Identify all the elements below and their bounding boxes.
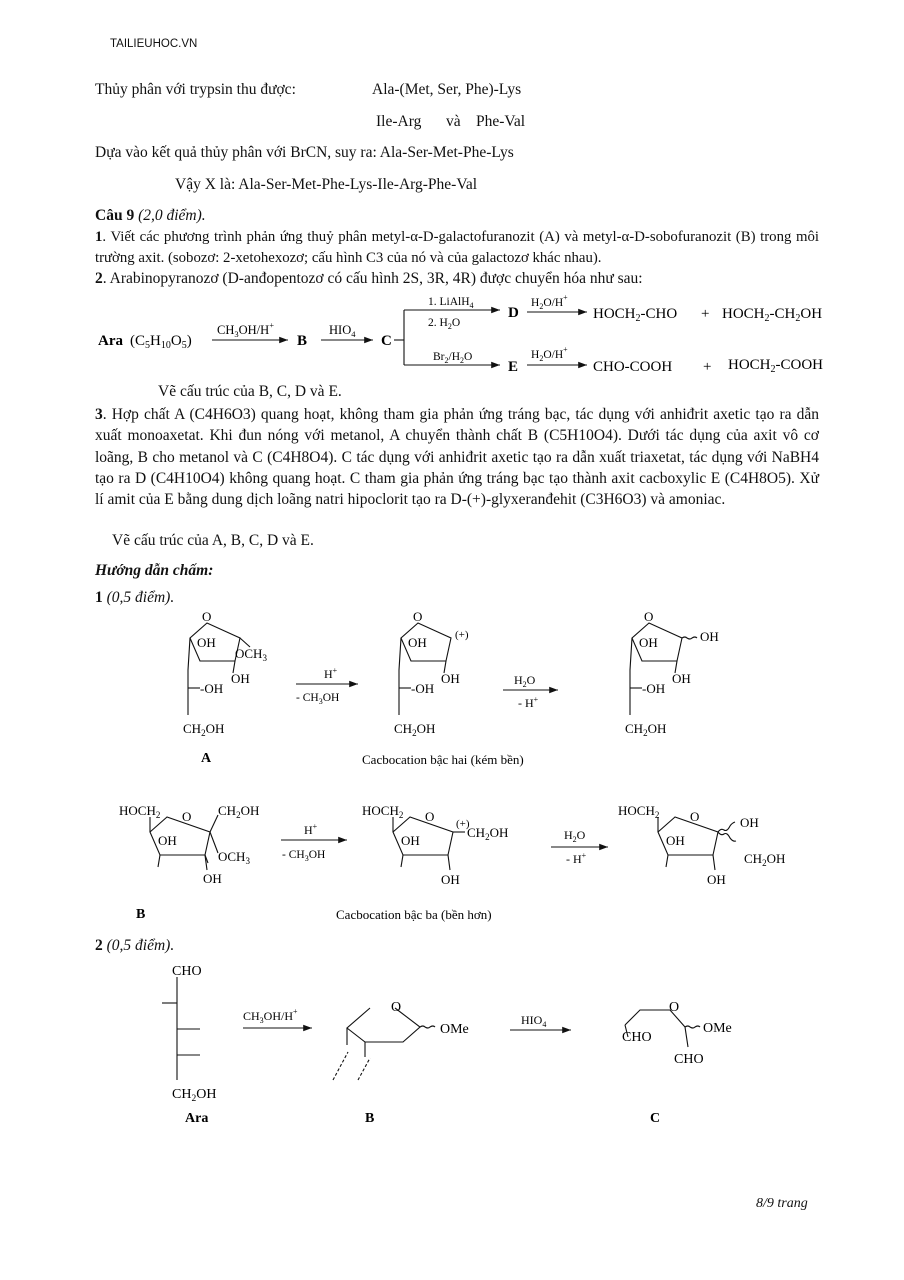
fig1-label-a: A [201,751,212,766]
question-9-points: (2,0 điểm). [138,207,206,224]
question-9-label: Câu 9 [95,207,135,224]
fig2-cho-c1: CHO [622,1030,652,1045]
svg-text:(+): (+) [455,629,469,641]
scheme-reagent-4: $H_2O/H^+$ [531,293,568,311]
svg-text:OCH3: $OCH_3$ [218,849,250,866]
scheme-plus-1: + [701,306,710,322]
guide-part1-number: 1 [95,589,103,606]
guide-part2-points: (0,5 điểm). [106,937,175,954]
svg-text:HOCH2: $HOCH_2$ [618,803,660,820]
arabinose-transformation-figure [140,955,800,1130]
svg-text:OH: OH [197,635,216,650]
svg-text:CH2OH: $CH_2OH$ [467,825,509,842]
svg-text:(+): (+) [456,818,470,830]
part2-text: . Arabinopyranozơ (D-anđopentozơ có cấu hình 2S, 3R, 4R) được chuyển hóa như sau: [102,270,643,287]
arabinose-scheme [90,290,850,382]
svg-text:-OH: -OH [642,681,666,696]
question-9-part3 [95,404,819,510]
fig2-ome-c: OMe [703,1021,732,1036]
svg-text:OH: OH [441,872,460,887]
fig2-label-ara: Ara [185,1111,209,1126]
scheme-ara: Ara [98,333,123,349]
scheme-ara-formula: $(C_5H_{10}O_5)$ [130,333,192,351]
part1-text: . Viết các phương trình phản ứng thuỷ phân metyl-α-D-galactofuranozit (A) và metyl-α-D-sobofuranozit (B) trong môi trường axit. (sobozơ: 2-xetohexozơ; cấu hình C3 của nó và của galactozơ khác nhau). [95,229,819,266]
fig1-label-b: B [136,907,146,922]
svg-text:- CH3OH: - $CH_3OH$ [282,849,326,863]
svg-text:OH: OH [401,833,420,848]
guide-title-text: Hướng dẫn chấm: [95,562,214,579]
scheme-plus-2: + [703,359,712,375]
svg-text:O: O [182,809,192,824]
fig2-reagent-2: $HIO_4$ [521,1013,547,1029]
guide-part2 [95,935,174,956]
svg-text:H2O: $H_2O$ [514,673,536,689]
scheme-d: D [508,305,519,321]
part3-number: 3 [95,406,103,423]
part2-number: 2 [95,270,103,287]
svg-text:-OH: -OH [411,681,435,696]
svg-text:-OH: -OH [200,681,224,696]
svg-text:OH: OH [707,872,726,887]
scheme-reagent-3a: 1. LiAlH$_4$ [428,296,474,310]
svg-text:H+: H+ [324,666,338,681]
hydrolysis-mechanism-figure [100,605,800,935]
guide-part2-number: 2 [95,937,103,954]
page-number: 8/9 trang [756,1196,808,1211]
guide-part1-points: (0,5 điểm). [106,589,175,606]
fig2-ch2oh: $CH_2OH$ [172,1087,217,1104]
svg-text:OH: OH [408,635,427,650]
svg-text:O: O [644,609,654,624]
brcn-line: Dựa vào kết quả thủy phân với BrCN, suy ra: Ala-Ser-Met-Phe-Lys [95,144,514,161]
svg-text:O: O [391,1000,402,1015]
fig1-cation2-caption: Cacbocation bậc hai (kém bền) [362,752,524,767]
part2-draw-instruction: Vẽ cấu trúc của B, C, D và E. [158,383,342,400]
svg-text:OH: OH [672,671,691,686]
scheme-reagent-3b: 2. $H_2O$ [428,317,461,331]
scheme-reagent-1: $CH_3OH/H^+$ [217,320,274,339]
svg-text:O: O [425,809,435,824]
svg-text:- H+: - H+ [566,851,587,866]
scheme-e: E [508,359,519,375]
question-9-title [95,205,206,226]
part3-text: . Hợp chất A (C4H6O3) quang hoạt, không tham gia phản ứng tráng bạc, tác dụng với anhiđrit axetic tạo ra dẫn xuất monoaxetat. Khi đun nóng với metanol, A chuyển thành chất B (C5H10O4). Dưới tác dụng của axit vô cơ loãng, B cho metanol và C (C4H8O4). C tác dụng với anhiđrit axetic tạo ra dẫn xuất triaxetat, tác dụng với NaBH4 tạo ra D (C4H10O4) không quang hoạt. C tham gia phản ứng tráng bạc tạo thành axit cacboxylic E (C4H8O5). Xử lí amit của E bằng dung dịch loãng natri hipoclorit tạo ra D-(+)-glyxeranđehit (C3H6O3) và amoniac. [95,406,819,509]
svg-text:OH: OH [740,815,759,830]
svg-text:HOCH2: $HOCH_2$ [362,803,404,820]
fig2-ome-b: OMe [440,1022,469,1037]
svg-text:H+: H+ [304,822,318,837]
svg-text:HOCH2: $HOCH_2$ [119,803,161,820]
part3-draw-instruction: Vẽ cấu trúc của A, B, C, D và E. [112,532,314,549]
fig2-cho: CHO [172,964,202,979]
svg-text:H2O: $H_2O$ [564,828,586,844]
svg-text:O: O [413,609,423,624]
svg-text:OH: OH [700,629,719,644]
svg-text:CH2OH: $CH_2OH$ [218,803,260,820]
scheme-reagent-2: $HIO_4$ [329,323,356,339]
svg-text:O: O [669,1000,680,1015]
trypsin-result-2b: và [446,113,461,130]
scheme-reagent-6: $H_2O/H^+$ [531,345,568,363]
scheme-b: B [297,333,308,349]
fig2-label-c: C [650,1111,661,1126]
trypsin-result-2c: Phe-Val [476,113,526,130]
question-9-part1 [95,227,819,268]
trypsin-result-2a: Ile-Arg [376,113,422,130]
svg-text:CH2OH: $CH_2OH$ [744,851,786,868]
svg-text:- CH3OH: - $CH_3OH$ [296,692,340,706]
part1-number: 1 [95,229,103,245]
svg-text:OH: OH [158,833,177,848]
svg-text:CH2OH: $CH_2OH$ [183,721,225,738]
svg-text:OCH3: $OCH_3$ [235,646,267,663]
scheme-product-e1: CHO-COOH [593,359,673,375]
site-header: TAILIEUHOC.VN [110,38,198,50]
trypsin-label: Thủy phân với trypsin thu được: [95,81,296,98]
svg-text:O: O [690,809,700,824]
guide-title [95,560,213,581]
fig2-reagent-1: $CH_3OH/H^+$ [243,1007,298,1025]
scheme-reagent-5: $Br_2/H_2O$ [433,351,473,365]
trypsin-result-1: Ala-(Met, Ser, Phe)-Lys [372,81,522,98]
fig1-cation3-caption: Cacbocation bậc ba (bền hơn) [336,907,492,922]
svg-text:CH2OH: $CH_2OH$ [394,721,436,738]
scheme-product-d1: $HOCH_2$-CHO [593,306,678,324]
scheme-c: C [381,333,392,349]
question-9-part2 [95,268,819,289]
fig2-cho-c2: CHO [674,1052,704,1067]
scheme-product-d2: $HOCH_2-CH_2OH$ [722,306,823,324]
svg-text:OH: OH [441,671,460,686]
scheme-product-e2: $HOCH_2$-COOH [728,357,824,375]
svg-text:- H+: - H+ [518,695,539,710]
svg-text:OH: OH [666,833,685,848]
svg-text:OH: OH [231,671,250,686]
x-conclusion: Vậy X là: Ala-Ser-Met-Phe-Lys-Ile-Arg-Phe-Val [175,176,478,193]
svg-text:O: O [202,609,212,624]
fig2-label-b: B [365,1111,375,1126]
svg-text:OH: OH [203,871,222,886]
svg-text:CH2OH: $CH_2OH$ [625,721,667,738]
svg-text:OH: OH [639,635,658,650]
